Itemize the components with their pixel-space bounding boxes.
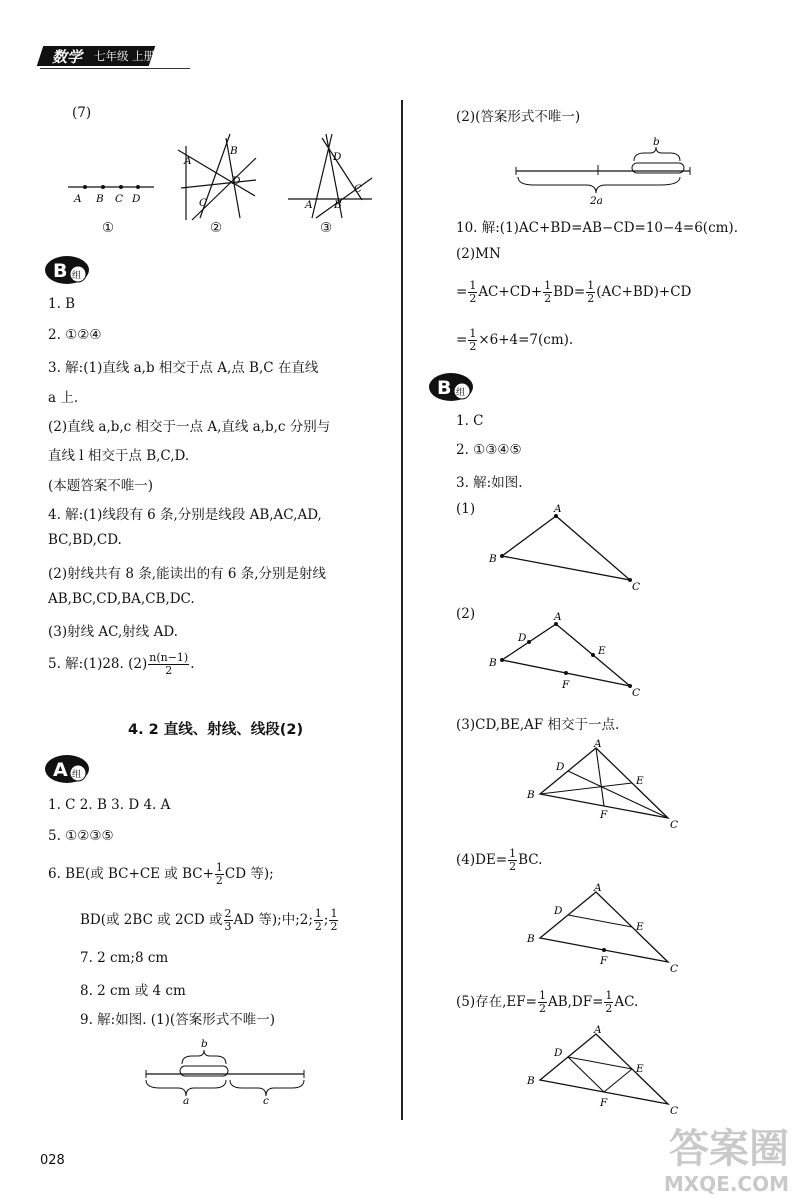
group-a-badge bbox=[44, 754, 90, 784]
lb-a4-l3: (2)射线共有 8 条,能读出的有 6 条,分别是射线 bbox=[48, 566, 327, 582]
lb-a5-frac: $\frac{n(n-1)}{2}$ bbox=[149, 651, 189, 677]
group-a-letter: A bbox=[53, 759, 68, 781]
la-a6-l2: BD(或 2BC 或 2CD 或 $\frac{2}{3}$ AD 等);中;2; $\frac{1}{2}$ ; $\frac{1}{2}$ bbox=[80, 907, 338, 933]
triangle-5 bbox=[522, 1024, 682, 1116]
t5-a: A bbox=[594, 1024, 602, 1036]
t3-c: C bbox=[670, 819, 679, 830]
triangle-2 bbox=[484, 608, 644, 700]
header-grade: 七年级 上册 bbox=[94, 49, 156, 63]
right-group-b-sub: 组 bbox=[456, 388, 466, 398]
group-b-letter: B bbox=[53, 260, 68, 282]
fig9-2-diagram bbox=[510, 135, 700, 207]
la-a6-l1: 6. BE(或 BC+CE 或 BC+ $\frac{1}{2}$ CD 等); bbox=[48, 861, 274, 887]
fig1-point-a: A bbox=[74, 193, 82, 205]
fig9-2-label-2a: 2a bbox=[590, 195, 603, 207]
t5-c: C bbox=[670, 1105, 679, 1116]
t5-b: B bbox=[527, 1075, 535, 1087]
t5-f: F bbox=[600, 1097, 608, 1109]
la-a7: 7. 2 cm;8 cm bbox=[80, 950, 169, 966]
r-a10-l3: = $\frac{1}{2}$ AC+CD+ $\frac{1}{2}$ BD= $\frac{1}{2}$ (AC+BD)+CD bbox=[456, 279, 692, 305]
t4-f: F bbox=[600, 955, 608, 967]
triangle-1 bbox=[484, 500, 644, 592]
triangle-4 bbox=[522, 882, 682, 974]
header-rule bbox=[40, 68, 190, 69]
t5-d: D bbox=[554, 1047, 563, 1059]
lb-a3-l3: (2)直线 a,b,c 相交于一点 A,直线 a,b,c 分别与 bbox=[48, 419, 331, 435]
lb-a3-l5: (本题答案不唯一) bbox=[48, 478, 154, 494]
la-a1: 1. C 2. B 3. D 4. A bbox=[48, 797, 171, 813]
right-group-b-badge bbox=[428, 372, 474, 402]
rb-p3: (3)CD,BE,AF 相交于一点. bbox=[456, 717, 620, 733]
lb-a3-l2: a 上. bbox=[48, 390, 79, 406]
watermark-logo: 答案圈 bbox=[669, 1126, 789, 1172]
r-a10-l2: (2)MN bbox=[456, 246, 501, 262]
lb-a4-l2: BC,BD,CD. bbox=[48, 532, 122, 548]
t4-c: C bbox=[670, 963, 679, 974]
t2-d: D bbox=[518, 632, 527, 644]
fig3-caption: ③ bbox=[320, 220, 333, 236]
group-b-sub: 组 bbox=[72, 271, 82, 281]
r-a10-l1: 10. 解:(1)AC+BD=AB−CD=10−4=6(cm). bbox=[456, 220, 738, 236]
t4-a: A bbox=[594, 882, 602, 894]
t1-a: A bbox=[554, 503, 562, 515]
fig2-point-a: A bbox=[184, 155, 192, 167]
fig9-2-label-b: b bbox=[653, 136, 660, 148]
lb-a4-l5: (3)射线 AC,射线 AD. bbox=[48, 624, 178, 640]
fig2-point-c: C bbox=[199, 197, 208, 209]
watermark-url: MXQE.COM bbox=[663, 1172, 789, 1196]
t2-f: F bbox=[562, 679, 570, 691]
rb-p2: (2) bbox=[456, 606, 476, 622]
fig1-point-b: B bbox=[96, 193, 104, 205]
lb-a3-l4: 直线 l 相交于点 B,C,D. bbox=[48, 448, 190, 464]
right-group-b-letter: B bbox=[437, 377, 452, 399]
r-item9-2: (2)(答案形式不唯一) bbox=[456, 109, 581, 125]
lb-a5: 5. 解:(1)28. (2) $\frac{n(n-1)}{2}$ . bbox=[48, 651, 195, 677]
fig9-label-c: c bbox=[263, 1095, 269, 1106]
fig3-point-d: D bbox=[333, 151, 342, 163]
t3-d: D bbox=[556, 761, 565, 773]
fig3-point-a: A bbox=[305, 199, 313, 211]
group-a-sub: 组 bbox=[72, 770, 82, 780]
la-a9: 9. 解:如图. (1)(答案形式不唯一) bbox=[80, 1012, 275, 1028]
r-a10-l4: = $\frac{1}{2}$ ×6+4=7(cm). bbox=[456, 327, 574, 353]
lb-a2: 2. ①②④ bbox=[48, 327, 102, 343]
page-number: 028 bbox=[40, 1153, 65, 1168]
column-divider bbox=[401, 100, 403, 1120]
t2-c: C bbox=[632, 687, 641, 699]
header-subject: 数学 bbox=[52, 48, 83, 66]
fig9-label-a: a bbox=[183, 1095, 190, 1106]
lb-a3-l1: 3. 解:(1)直线 a,b 相交于点 A,点 B,C 在直线 bbox=[48, 360, 319, 376]
rb-p5: (5)存在,EF= $\frac{1}{2}$ AB,DF= $\frac{1}{2}$ AC. bbox=[456, 989, 639, 1015]
rb-a2: 2. ①③④⑤ bbox=[456, 442, 522, 458]
item7-label: (7) bbox=[72, 105, 92, 121]
t5-e: E bbox=[636, 1063, 644, 1075]
lb-a5-prefix: 5. 解:(1)28. (2) bbox=[48, 656, 148, 672]
la-a8: 8. 2 cm 或 4 cm bbox=[80, 983, 186, 999]
t1-c: C bbox=[632, 581, 641, 592]
rb-p4: (4)DE= $\frac{1}{2}$ BC. bbox=[456, 847, 543, 873]
rb-a1: 1. C bbox=[456, 413, 484, 429]
fig9-label-b: b bbox=[201, 1038, 208, 1050]
fig1-caption: ① bbox=[102, 220, 115, 236]
lb-a4-l1: 4. 解:(1)线段有 6 条,分别是线段 AB,AC,AD, bbox=[48, 507, 322, 523]
section-title: 4. 2 直线、射线、线段(2) bbox=[128, 722, 304, 738]
group-b-badge bbox=[44, 255, 90, 285]
rb-a3: 3. 解:如图. bbox=[456, 475, 523, 491]
triangle-3 bbox=[522, 738, 682, 830]
t3-f: F bbox=[600, 809, 608, 821]
fig3-point-b: B bbox=[334, 199, 342, 211]
fig3-point-c: C bbox=[354, 183, 363, 195]
lb-a4-l4: AB,BC,CD,BA,CB,DC. bbox=[48, 591, 195, 607]
fig9-diagram bbox=[140, 1036, 310, 1106]
t4-d: D bbox=[554, 905, 563, 917]
fig2-caption: ② bbox=[210, 220, 223, 236]
fig1-point-d: D bbox=[132, 193, 141, 205]
la-a2: 5. ①②③⑤ bbox=[48, 828, 114, 844]
t2-b: B bbox=[489, 657, 497, 669]
t3-e: E bbox=[636, 775, 644, 787]
fig2-point-d: D bbox=[232, 175, 241, 187]
t4-b: B bbox=[527, 933, 535, 945]
t4-e: E bbox=[636, 921, 644, 933]
t3-b: B bbox=[527, 789, 535, 801]
fig2-point-b: B bbox=[230, 145, 238, 157]
t2-a: A bbox=[554, 611, 562, 623]
fig1-point-c: C bbox=[115, 193, 124, 205]
lb-a1: 1. B bbox=[48, 296, 76, 312]
t2-e: E bbox=[598, 645, 606, 657]
rb-p1: (1) bbox=[456, 501, 476, 517]
t1-b: B bbox=[489, 553, 497, 565]
t3-a: A bbox=[594, 738, 602, 750]
